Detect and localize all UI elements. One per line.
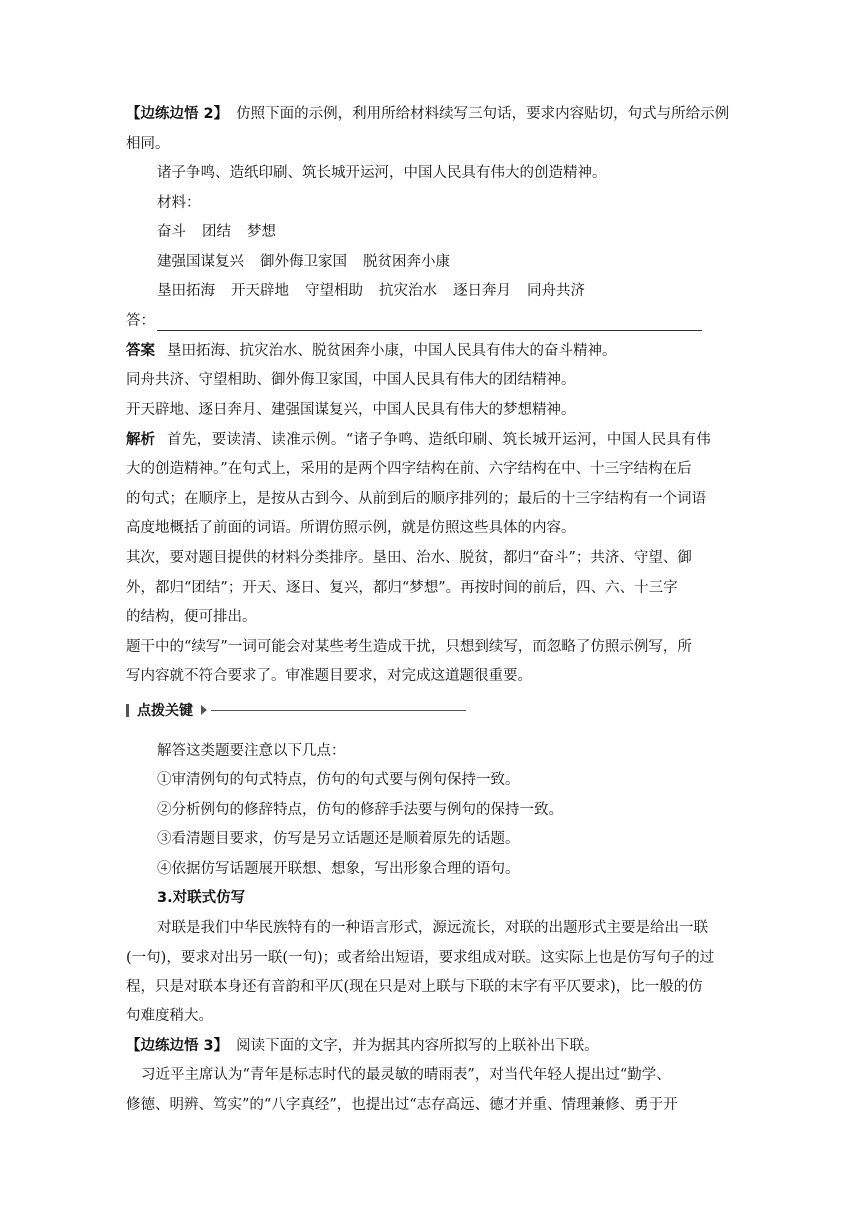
keypoint-item: ①审清例句的句式特点，仿句的句式要与例句保持一致。	[157, 772, 520, 788]
example-sentence: 诸子争鸣、造纸印刷、筑长城开运河，中国人民具有伟大的创造精神。	[157, 165, 607, 181]
section-3-l2: (一句)，要求对出另一联(一句)；或者给出短语，要求组成对联。这实际上也是仿写句子的过	[126, 950, 715, 966]
answer-line-3: 开天辟地、逐日奔月、建强国谋复兴，中国人民具有伟大的梦想精神。	[126, 402, 576, 418]
section-3-l4: 句难度稍大。	[126, 1008, 213, 1024]
analysis-p3-l1: 题干中的“续写”一词可能会对某些考生造成干扰，只想到续写，而忽略了仿照示例写，所	[126, 639, 692, 655]
exercise-3-prompt-row	[126, 1036, 599, 1056]
material-row-2	[157, 252, 450, 272]
material-word: 团结	[202, 224, 231, 240]
analysis-p3-l2: 写内容就不符合要求了。审准题目要求，对完成这道题很重要。	[126, 668, 532, 684]
material-phrase: 御外侮卫家国	[260, 254, 347, 270]
analysis-p1-l1: 首先，要读清、读准示例。“诸子争鸣、造纸印刷、筑长城开运河，中国人民具有伟	[167, 432, 712, 448]
analysis-p1-l3: 的句式；在顺序上，是按从古到今、从前到后的顺序排列的；最后的十三字结构有一个词语	[126, 491, 706, 507]
analysis-p1-l4: 高度地概括了前面的词语。所谓仿照示例，就是仿照这些具体的内容。	[126, 520, 576, 536]
analysis-p2-l2: 外，都归“团结”；开天、逐日、复兴，都归“梦想”。再按时间的前后，四、六、十三字	[126, 580, 678, 596]
keypoints-heading: 点拨关键	[137, 703, 193, 719]
answer-line-1-row	[126, 341, 617, 361]
material-phrase: 同舟共济	[527, 283, 585, 299]
section-3-title: 3.对联式仿写	[157, 890, 246, 906]
analysis-p2-l3: 的结构，便可排出。	[126, 609, 257, 625]
exercise-3-tag: 【边练边悟 3】	[126, 1038, 229, 1054]
material-phrase: 逐日奔月	[453, 283, 511, 299]
material-row-1	[157, 222, 276, 242]
answer-prompt-row	[126, 311, 702, 331]
material-phrase: 脱贫困奔小康	[363, 254, 450, 270]
material-phrase: 守望相助	[305, 283, 363, 299]
material-row-3	[157, 281, 585, 301]
analysis-p2-l1: 其次，要对题目提供的材料分类排序。垦田、治水、脱贫，都归“奋斗”；共济、守望、御	[126, 550, 692, 566]
answer-line-2: 同舟共济、守望相助、御外侮卫家国，中国人民具有伟大的团结精神。	[126, 372, 576, 388]
keypoints-intro: 解答这类题要注意以下几点：	[157, 743, 346, 759]
exercise-3-l2: 修德、明辨、笃实”的“八字真经”，也提出过“志存高远、德才并重、情理兼修、勇于开	[126, 1097, 678, 1113]
exercise-2-prompt-line-1	[126, 104, 729, 124]
heading-rule	[211, 710, 466, 711]
exercise-3-prompt: 阅读下面的文字，并为据其内容所拟写的上联补出下联。	[236, 1038, 599, 1054]
keypoints-heading-bar	[126, 700, 466, 720]
exercise-2-prompt-line-2: 相同。	[126, 136, 170, 152]
answer-prompt: 答：	[126, 313, 155, 329]
answer-line-1: 垦田拓海、抗灾治水、脱贫困奔小康，中国人民具有伟大的奋斗精神。	[167, 343, 617, 359]
analysis-p1-l1-row	[126, 430, 736, 450]
material-word: 梦想	[247, 224, 276, 240]
exercise-2-prompt: 仿照下面的示例，利用所给材料续写三句话，要求内容贴切，句式与所给示例	[236, 106, 730, 122]
analysis-label: 解析	[126, 432, 155, 448]
material-phrase: 建强国谋复兴	[157, 254, 244, 270]
heading-arrow-icon	[201, 705, 207, 715]
material-phrase: 开天辟地	[231, 283, 289, 299]
material-word: 奋斗	[157, 224, 186, 240]
section-3-l1: 对联是我们中华民族特有的一种语言形式，源远流长，对联的出题形式主要是给出一联	[157, 920, 708, 936]
exercise-3-l1: 习近平主席认为“青年是标志时代的最灵敏的晴雨表”，对当代年轻人提出过“勤学、	[141, 1067, 671, 1083]
keypoint-item: ②分析例句的修辞特点，仿句的修辞手法要与例句的保持一致。	[157, 802, 563, 818]
exercise-2-tag: 【边练边悟 2】	[126, 106, 229, 122]
analysis-p1-l2: 大的创造精神。”在句式上，采用的是两个四字结构在前、六字结构在中、十三字结构在后	[126, 461, 692, 477]
answer-blank-line[interactable]	[157, 316, 702, 331]
material-phrase: 抗灾治水	[379, 283, 437, 299]
keypoint-item: ④依据仿写话题展开联想、想象，写出形象合理的语句。	[157, 861, 520, 877]
material-phrase: 垦田拓海	[157, 283, 215, 299]
answer-label: 答案	[126, 343, 155, 359]
material-label: 材料：	[157, 195, 201, 211]
heading-bar-mark	[126, 704, 129, 717]
keypoint-item: ③看清题目要求，仿写是另立话题还是顺着原先的话题。	[157, 831, 520, 847]
section-3-l3: 程，只是对联本身还有音韵和平仄(现在只是对上联与下联的末字有平仄要求)，比一般的仿	[126, 979, 703, 995]
